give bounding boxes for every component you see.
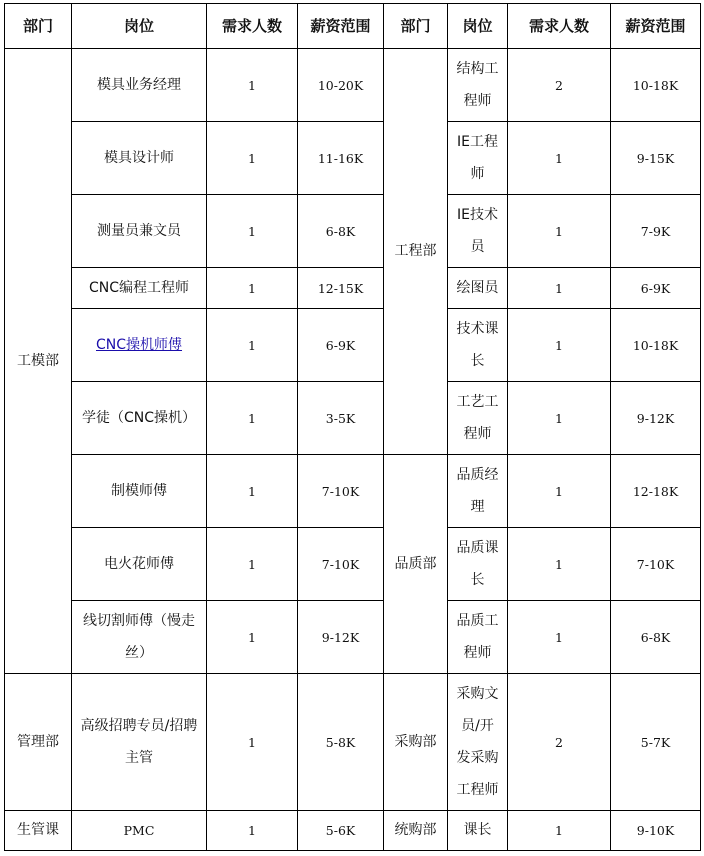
salary-cell-right: 10-18K: [611, 309, 701, 382]
salary-cell-right: 10-18K: [611, 49, 701, 122]
dept-cell-right: 品质部: [384, 455, 448, 674]
salary-cell: 10-20K: [298, 49, 384, 122]
table-row: [5, 122, 701, 195]
position-cell: 电火花师傅: [72, 528, 207, 601]
salary-cell-right: 6-9K: [611, 268, 701, 309]
position-cell: 测量员兼文员: [72, 195, 207, 268]
recruitment-table: [4, 3, 701, 851]
salary-cell: 12-15K: [298, 268, 384, 309]
salary-cell: 11-16K: [298, 122, 384, 195]
table-row: [5, 601, 701, 674]
position-cell: 模具业务经理: [72, 49, 207, 122]
position-cell: 线切割师傅（慢走丝）: [72, 601, 207, 674]
salary-cell: 7-10K: [298, 528, 384, 601]
count-cell: 1: [207, 811, 298, 851]
cnc-operator-link[interactable]: CNC操机师傅: [95, 336, 183, 353]
dept-cell: 管理部: [5, 674, 72, 811]
header-position: 岗位: [72, 4, 207, 49]
count-cell: 1: [207, 528, 298, 601]
salary-cell-right: 9-10K: [611, 811, 701, 851]
header-count-right: 需求人数: [508, 4, 611, 49]
count-cell-right: 1: [508, 309, 611, 382]
count-cell-right: 1: [508, 601, 611, 674]
position-cell: 制模师傅: [72, 455, 207, 528]
salary-cell-right: 6-8K: [611, 601, 701, 674]
header-position-right: 岗位: [448, 4, 508, 49]
dept-cell-right: 统购部: [384, 811, 448, 851]
position-cell-right: 课长: [448, 811, 508, 851]
dept-cell-right: 工程部: [384, 49, 448, 455]
count-cell: 1: [207, 195, 298, 268]
header-count: 需求人数: [207, 4, 298, 49]
table-row: [5, 528, 701, 601]
table-row: [5, 268, 701, 309]
dept-cell-right: 采购部: [384, 674, 448, 811]
count-cell-right: 1: [508, 382, 611, 455]
salary-cell: 7-10K: [298, 455, 384, 528]
header-dept-right: 部门: [384, 4, 448, 49]
count-cell: 1: [207, 268, 298, 309]
position-cell-right: IE工程师: [448, 122, 508, 195]
salary-cell-right: 9-15K: [611, 122, 701, 195]
salary-cell-right: 5-7K: [611, 674, 701, 811]
position-cell-right: 采购文员/开发采购工程师: [448, 674, 508, 811]
header-row: [5, 4, 701, 49]
position-cell: CNC编程工程师: [72, 268, 207, 309]
count-cell-right: 2: [508, 49, 611, 122]
header-dept: 部门: [5, 4, 72, 49]
count-cell: 1: [207, 309, 298, 382]
count-cell-right: 1: [508, 268, 611, 309]
table-row: [5, 195, 701, 268]
count-cell: 1: [207, 382, 298, 455]
table-row: [5, 49, 701, 122]
dept-cell: 生管课: [5, 811, 72, 851]
salary-cell-right: 7-10K: [611, 528, 701, 601]
dept-cell: 工模部: [5, 49, 72, 674]
count-cell-right: 1: [508, 811, 611, 851]
position-cell-right: IE技术员: [448, 195, 508, 268]
salary-cell: 5-6K: [298, 811, 384, 851]
position-cell: 高级招聘专员/招聘主管: [72, 674, 207, 811]
count-cell: 1: [207, 49, 298, 122]
salary-cell-right: 7-9K: [611, 195, 701, 268]
count-cell: 1: [207, 122, 298, 195]
count-cell-right: 2: [508, 674, 611, 811]
salary-cell-right: 12-18K: [611, 455, 701, 528]
position-cell-right: 品质课长: [448, 528, 508, 601]
position-cell: [72, 309, 207, 382]
position-cell: 模具设计师: [72, 122, 207, 195]
table-row: [5, 674, 701, 811]
position-cell-right: 绘图员: [448, 268, 508, 309]
salary-cell: 3-5K: [298, 382, 384, 455]
position-cell-right: 工艺工程师: [448, 382, 508, 455]
position-cell: 学徒（CNC操机）: [72, 382, 207, 455]
salary-cell-right: 9-12K: [611, 382, 701, 455]
position-cell-right: 结构工程师: [448, 49, 508, 122]
salary-cell: 9-12K: [298, 601, 384, 674]
count-cell-right: 1: [508, 455, 611, 528]
position-cell-right: 品质工程师: [448, 601, 508, 674]
count-cell: 1: [207, 455, 298, 528]
count-cell-right: 1: [508, 528, 611, 601]
table-row: [5, 811, 701, 851]
salary-cell: 6-9K: [298, 309, 384, 382]
position-cell-right: 品质经理: [448, 455, 508, 528]
header-salary: 薪资范围: [298, 4, 384, 49]
count-cell: 1: [207, 674, 298, 811]
table-row: [5, 455, 701, 528]
table-row: [5, 382, 701, 455]
table-row: [5, 309, 701, 382]
count-cell: 1: [207, 601, 298, 674]
position-cell: PMC: [72, 811, 207, 851]
position-cell-right: 技术课长: [448, 309, 508, 382]
salary-cell: 5-8K: [298, 674, 384, 811]
salary-cell: 6-8K: [298, 195, 384, 268]
count-cell-right: 1: [508, 195, 611, 268]
header-salary-right: 薪资范围: [611, 4, 701, 49]
count-cell-right: 1: [508, 122, 611, 195]
